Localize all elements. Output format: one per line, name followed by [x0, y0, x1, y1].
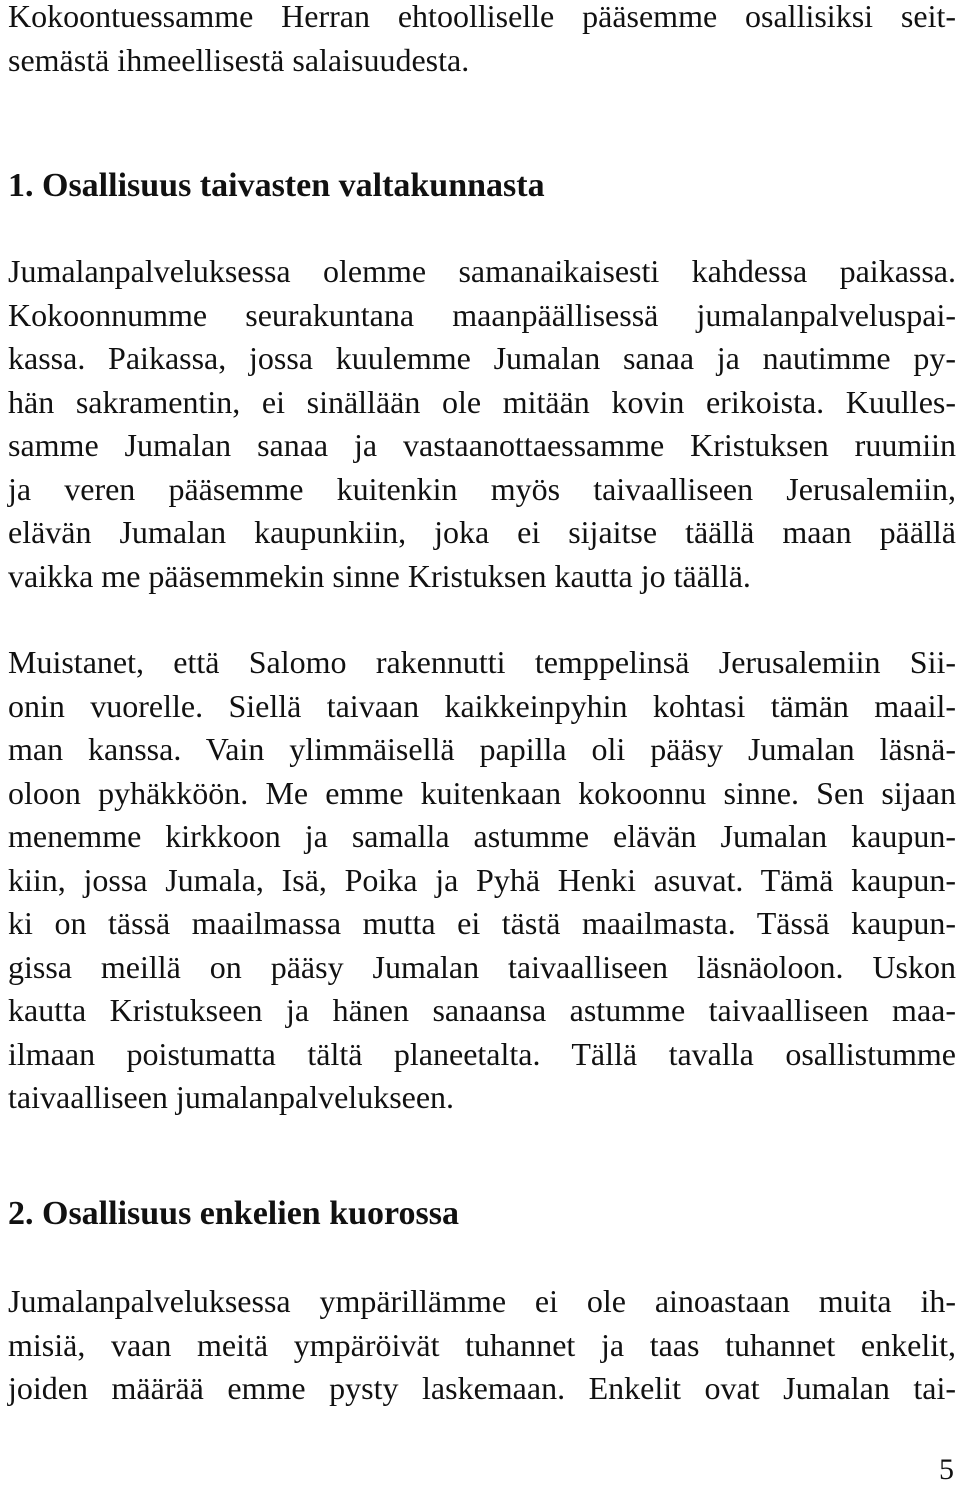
section-heading-1: 1. Osallisuus taivasten valtakunnasta: [8, 167, 545, 204]
text-line: misiä, vaan meitä ympäröivät tuhannet ja taas tuhannet enkelit,: [8, 1326, 956, 1363]
text-line: Kokoonnumme seurakuntana maanpäällisessä jumalanpalveluspai-: [8, 296, 956, 333]
text-line: Muistanet, että Salomo rakennutti temppelinsä Jerusalemiin Sii-: [8, 644, 956, 680]
text-line: ilmaan poistumatta tältä planeetalta. Tällä tavalla osallistumme: [8, 1035, 956, 1072]
text-line: Jumalanpalveluksessa olemme samanaikaisesti kahdessa paikassa.: [8, 253, 956, 289]
text-line: vaikka me pääsemmekin sinne Kristuksen kautta jo täällä.: [8, 557, 751, 594]
section-heading-2: 2. Osallisuus enkelien kuorossa: [8, 1195, 459, 1232]
text-line: kiin, jossa Jumala, Isä, Poika ja Pyhä Henki asuvat. Tämä kaupun-: [8, 861, 956, 898]
intro-paragraph: [8, 0, 956, 82]
section1-paragraph-2: [8, 641, 956, 1120]
text-line: menemme kirkkoon ja samalla astumme elävän Jumalan kaupun-: [8, 818, 956, 854]
text-line: oloon pyhäkköön. Me emme kuitenkaan kokoonnu sinne. Sen sijaan: [8, 774, 956, 811]
section1-paragraph-1: [8, 250, 956, 598]
section2-paragraph-1: [8, 1280, 956, 1411]
text-line: joiden määrää emme pysty laskemaan. Enkelit ovat Jumalan tai-: [8, 1370, 956, 1406]
text-line: gissa meillä on pääsy Jumalan taivaalliseen läsnäoloon. Uskon: [8, 948, 956, 985]
page-number: 5: [939, 1453, 954, 1486]
text-line: semästä ihmeellisestä salaisuudesta.: [8, 41, 470, 78]
text-line: kautta Kristukseen ja hänen sanaansa astumme taivaalliseen maa-: [8, 992, 956, 1028]
text-line: man kanssa. Vain ylimmäisellä papilla oli pääsy Jumalan läsnä-: [8, 731, 956, 767]
text-line: taivaalliseen jumalanpalvelukseen.: [8, 1079, 455, 1115]
text-line: elävän Jumalan kaupunkiin, joka ei sijaitse täällä maan päällä: [8, 514, 956, 550]
text-line: kassa. Paikassa, jossa kuulemme Jumalan sanaa ja nautimme py-: [8, 340, 956, 376]
text-line: onin vuorelle. Siellä taivaan kaikkeinpyhin kohtasi tämän maail-: [8, 687, 956, 724]
text-line: Jumalanpalveluksessa ympärillämme ei ole ainoastaan muita ih-: [8, 1283, 956, 1319]
text-line: ja veren pääsemme kuitenkin myös taivaalliseen Jerusalemiin,: [8, 470, 956, 507]
text-line: hän sakramentin, ei sinällään ole mitään kovin erikoista. Kuulles-: [8, 383, 956, 420]
text-line: ki on tässä maailmassa mutta ei tästä maailmasta. Tässä kaupun-: [8, 905, 956, 941]
text-line: samme Jumalan sanaa ja vastaanottaessamme Kristuksen ruumiin: [8, 427, 956, 463]
text-line: Kokoontuessamme Herran ehtoolliselle pääsemme osallisiksi seit-: [8, 0, 956, 34]
